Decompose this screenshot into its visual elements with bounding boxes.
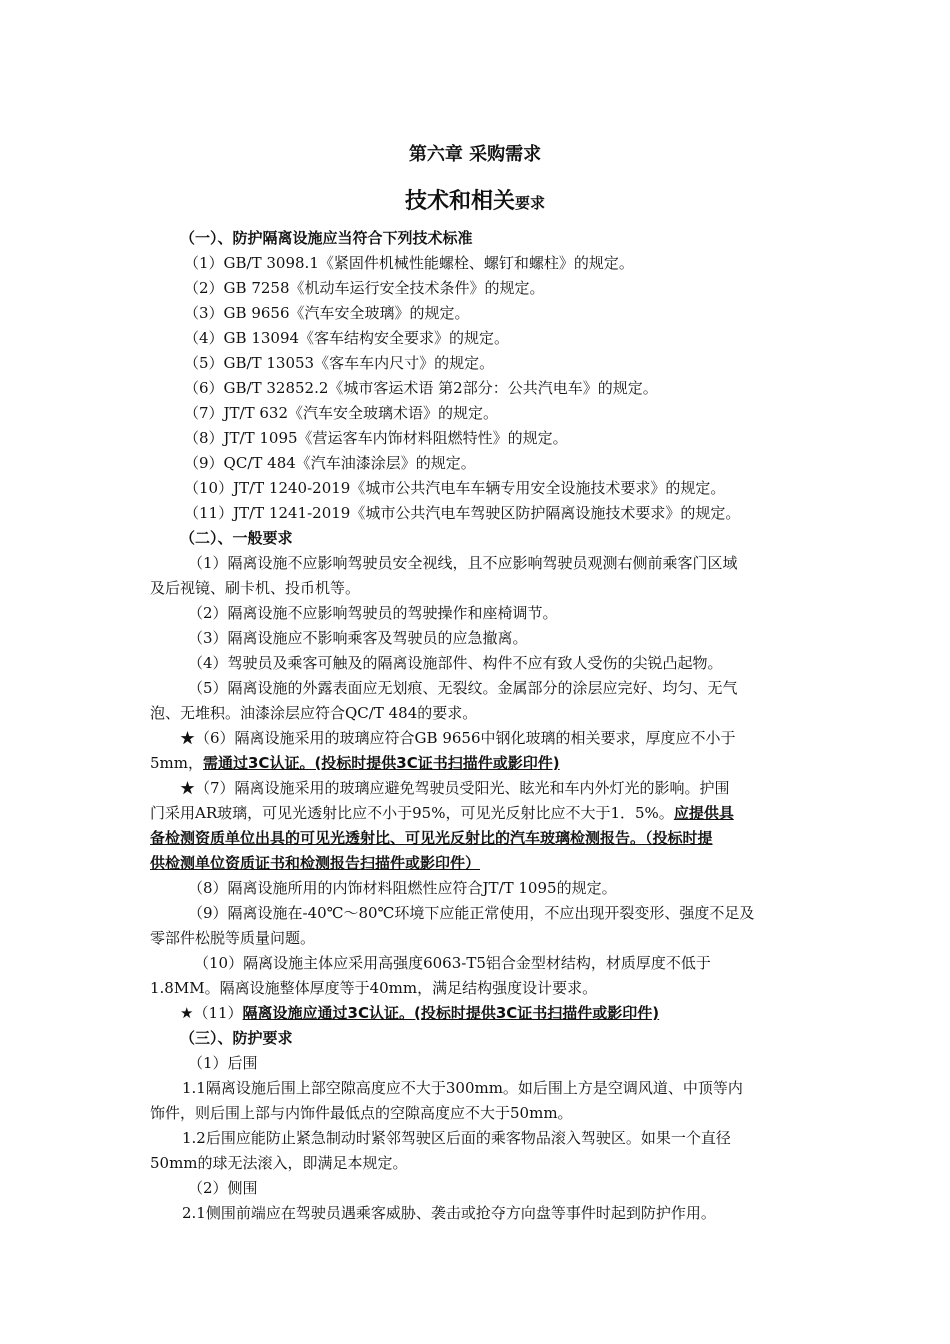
paragraph-line: 1.2后围应能防止紧急制动时紧邻驾驶区后面的乘客物品滚入驾驶区。如果一个直径 — [182, 1129, 731, 1147]
standard-item: （11）JT/T 1241-2019《城市公共汽电车驾驶区防护隔离设施技术要求》的规定。 — [184, 504, 741, 522]
standard-item: （6）GB/T 32852.2《城市客运术语 第2部分：公共汽电车》的规定。 — [184, 379, 658, 397]
main-title-large: 技术和相关 — [404, 189, 515, 214]
paragraph-line: 饰件，则后围上部与内饰件最低点的空隙高度应不大于50mm。 — [150, 1104, 573, 1122]
document-body — [150, 226, 800, 1226]
paragraph-line: （9）隔离设施在-40℃～80℃环境下应能正常使用，不应出现开裂变形、强度不足及 — [188, 904, 755, 922]
section-heading-general: （二）、一般要求 — [180, 529, 293, 547]
paragraph-line: （8）隔离设施所用的内饰材料阻燃性应符合JT/T 1095的规定。 — [188, 879, 617, 897]
paragraph-line — [150, 851, 800, 876]
paragraph-text: 门采用AR玻璃，可见光透射比应不小于95%，可见光反射比应不大于1．5%。 — [150, 804, 674, 822]
standard-item: （3）GB 9656《汽车安全玻璃》的规定。 — [184, 304, 470, 322]
paragraph-line: 1.1隔离设施后围上部空隙高度应不大于300mm。如后围上方是空调风道、中顶等内 — [182, 1079, 743, 1097]
section-heading-protection: （三）、防护要求 — [180, 1029, 293, 1047]
paragraph-text: 5mm， — [150, 754, 203, 772]
chapter-title: 第六章 采购需求 — [408, 144, 542, 165]
paragraph-line: 零部件松脱等质量问题。 — [150, 929, 316, 947]
paragraph-line: 50mm的球无法滚入，即满足本规定。 — [150, 1154, 408, 1172]
paragraph-line — [150, 826, 800, 851]
standard-item: （5）GB/T 13053《客车车内尺寸》的规定。 — [184, 354, 495, 372]
paragraph-line — [150, 801, 800, 826]
standard-item: （1）GB/T 3098.1《紧固件机械性能螺栓、螺钉和螺柱》的规定。 — [184, 254, 634, 272]
standard-item: （2）GB 7258《机动车运行安全技术条件》的规定。 — [184, 279, 545, 297]
paragraph-line: 泡、无堆积。油漆涂层应符合QC/T 484的要求。 — [150, 704, 478, 722]
standard-item: （7）JT/T 632《汽车安全玻璃术语》的规定。 — [184, 404, 499, 422]
paragraph-line: 2.1侧围前端应在驾驶员遇乘客威胁、袭击或抢夺方向盘等事件时起到防护作用。 — [182, 1204, 716, 1222]
paragraph-line: （5）隔离设施的外露表面应无划痕、无裂纹。金属部分的涂层应完好、均匀、无气 — [188, 679, 738, 697]
paragraph-line: （10）隔离设施主体应采用高强度6063-T5铝合金型材结构，材质厚度不低于 — [194, 954, 711, 972]
main-title — [0, 184, 950, 215]
underlined-requirement: 应提供具 — [673, 804, 734, 822]
paragraph-line: ★（7）隔离设施采用的玻璃应避免驾驶员受阳光、眩光和车内外灯光的影响。护围 — [180, 779, 730, 797]
underlined-requirement: 备检测资质单位出具的可见光透射比、可见光反射比的汽车玻璃检测报告。（投标时提 — [150, 829, 713, 847]
standard-item: （4）GB 13094《客车结构安全要求》的规定。 — [184, 329, 510, 347]
paragraph-line: （3）隔离设施应不影响乘客及驾驶员的应急撤离。 — [188, 629, 528, 647]
section-heading-standards: （一）、防护隔离设施应当符合下列技术标准 — [180, 229, 473, 247]
standard-item: （10）JT/T 1240-2019《城市公共汽电车车辆专用安全设施技术要求》的规定。 — [184, 479, 726, 497]
paragraph-line — [150, 751, 800, 776]
underlined-requirement: 供检测单位资质证书和检测报告扫描件或影印件） — [150, 854, 481, 872]
paragraph-line — [150, 1001, 800, 1026]
paragraph-line: ★（6）隔离设施采用的玻璃应符合GB 9656中钢化玻璃的相关要求，厚度应不小于 — [180, 729, 736, 747]
underlined-requirement: 需通过3C认证。(投标时提供3C证书扫描件或影印件) — [203, 754, 560, 772]
paragraph-line: （2）隔离设施不应影响驾驶员的驾驶操作和座椅调节。 — [188, 604, 558, 622]
paragraph-line: （1）隔离设施不应影响驾驶员安全视线，且不应影响驾驶员观测右侧前乘客门区域 — [188, 554, 738, 572]
main-title-small: 要求 — [515, 194, 546, 212]
standard-item: （8）JT/T 1095《营运客车内饰材料阻燃特性》的规定。 — [184, 429, 568, 447]
paragraph-line: （4）驾驶员及乘客可触及的隔离设施部件、构件不应有致人受伤的尖锐凸起物。 — [188, 654, 723, 672]
standard-item: （9）QC/T 484《汽车油漆涂层》的规定。 — [184, 454, 476, 472]
paragraph-text: ★（11） — [180, 1004, 243, 1022]
subsection-label: （1）后围 — [188, 1054, 258, 1072]
paragraph-line: 1.8MM。隔离设施整体厚度等于40mm，满足结构强度设计要求。 — [150, 979, 598, 997]
underlined-requirement: 隔离设施应通过3C认证。(投标时提供3C证书扫描件或影印件) — [242, 1004, 660, 1022]
paragraph-line: 及后视镜、刷卡机、投币机等。 — [150, 579, 361, 597]
subsection-label: （2）侧围 — [188, 1179, 258, 1197]
